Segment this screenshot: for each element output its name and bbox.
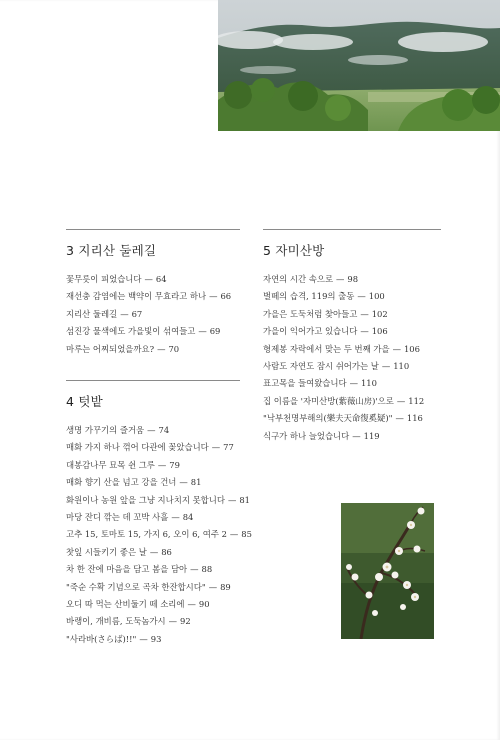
toc-entry[interactable]: "낙부천명부해의(樂夫天命復奚疑)" — 116 [263, 413, 423, 424]
section-divider [263, 229, 441, 230]
toc-entry[interactable]: 매화 가지 하나 꺾어 다관에 꽂았습니다 — 77 [66, 442, 234, 453]
toc-entry[interactable]: 형제봉 자락에서 맞는 두 번째 가을 — 106 [263, 343, 420, 354]
plum-blossom-photo [341, 503, 434, 639]
toc-list [263, 271, 441, 445]
toc-section-4 [66, 380, 252, 648]
toc-entry[interactable]: 가을은 도둑처럼 찾아들고 — 102 [263, 308, 388, 319]
toc-entry[interactable]: "죽순 수확 기념으로 곡차 한잔합시다" — 89 [66, 581, 231, 592]
toc-entry[interactable]: 자연의 시간 속으로 — 98 [263, 274, 359, 284]
toc-list [66, 422, 252, 648]
toc-entry[interactable]: 오디 따 먹는 산비둘기 떼 소리에 — 90 [66, 599, 210, 610]
toc-entry[interactable]: "사라바(さらば)!!" — 93 [66, 633, 162, 644]
section-divider [66, 229, 240, 230]
toc-entry[interactable]: 마루는 어찌되었을까요? — 70 [66, 343, 180, 354]
toc-section-5 [263, 229, 441, 445]
toc-entry[interactable]: 차 한 잔에 마음을 담고 봄을 담아 — 88 [66, 564, 213, 575]
toc-entry[interactable]: 벌떼의 습격, 119의 출동 — 100 [263, 291, 385, 302]
section-title: 4 텃밭 [66, 394, 103, 409]
toc-entry[interactable]: 찻잎 시들키기 좋은 날 — 86 [66, 546, 172, 557]
toc-entry[interactable]: 생명 가꾸기의 즐거움 — 74 [66, 425, 170, 435]
toc-entry[interactable]: 집 이름을 '자미산방(紫薇山房)'으로 — 112 [263, 395, 425, 406]
toc-entry[interactable]: 표고목을 들여왔습니다 — 110 [263, 378, 377, 389]
section-divider [66, 380, 240, 381]
toc-entry[interactable]: 가을이 익어가고 있습니다 — 106 [263, 326, 388, 337]
toc-entry[interactable]: 사람도 자연도 잠시 쉬어가는 날 — 110 [263, 361, 410, 372]
toc-entry[interactable]: 대봉감나무 묘목 쉰 그루 — 79 [66, 459, 180, 470]
toc-entry[interactable]: 재선충 감염에는 백약이 무효라고 하나 — 66 [66, 291, 232, 302]
toc-section-3 [66, 229, 240, 358]
toc-entry[interactable]: 매화 향기 산을 넘고 강을 건너 — 81 [66, 477, 202, 488]
section-title: 5 자미산방 [263, 243, 325, 258]
toc-entry[interactable]: 꽃무릇이 피었습니다 — 64 [66, 274, 167, 284]
toc-entry[interactable]: 화원이나 농원 앞을 그냥 지나치지 못합니다 — 81 [66, 494, 250, 505]
toc-entry[interactable]: 섬진강 물색에도 가을빛이 섞여들고 — 69 [66, 326, 221, 337]
section-title: 3 지리산 둘레길 [66, 243, 157, 258]
toc-entry[interactable]: 식구가 하나 늘었습니다 — 119 [263, 430, 380, 441]
toc-list [66, 271, 240, 358]
toc-entry[interactable]: 바랭이, 개비름, 도둑놈가시 — 92 [66, 616, 191, 627]
toc-entry[interactable]: 마당 잔디 깎는 데 꼬박 사흘 — 84 [66, 512, 194, 523]
landscape-photo [218, 0, 500, 131]
toc-entry[interactable]: 고추 15, 토마토 15, 가지 6, 오이 6, 여주 2 — 85 [66, 529, 252, 540]
toc-entry[interactable]: 지리산 둘레길 — 67 [66, 308, 143, 319]
